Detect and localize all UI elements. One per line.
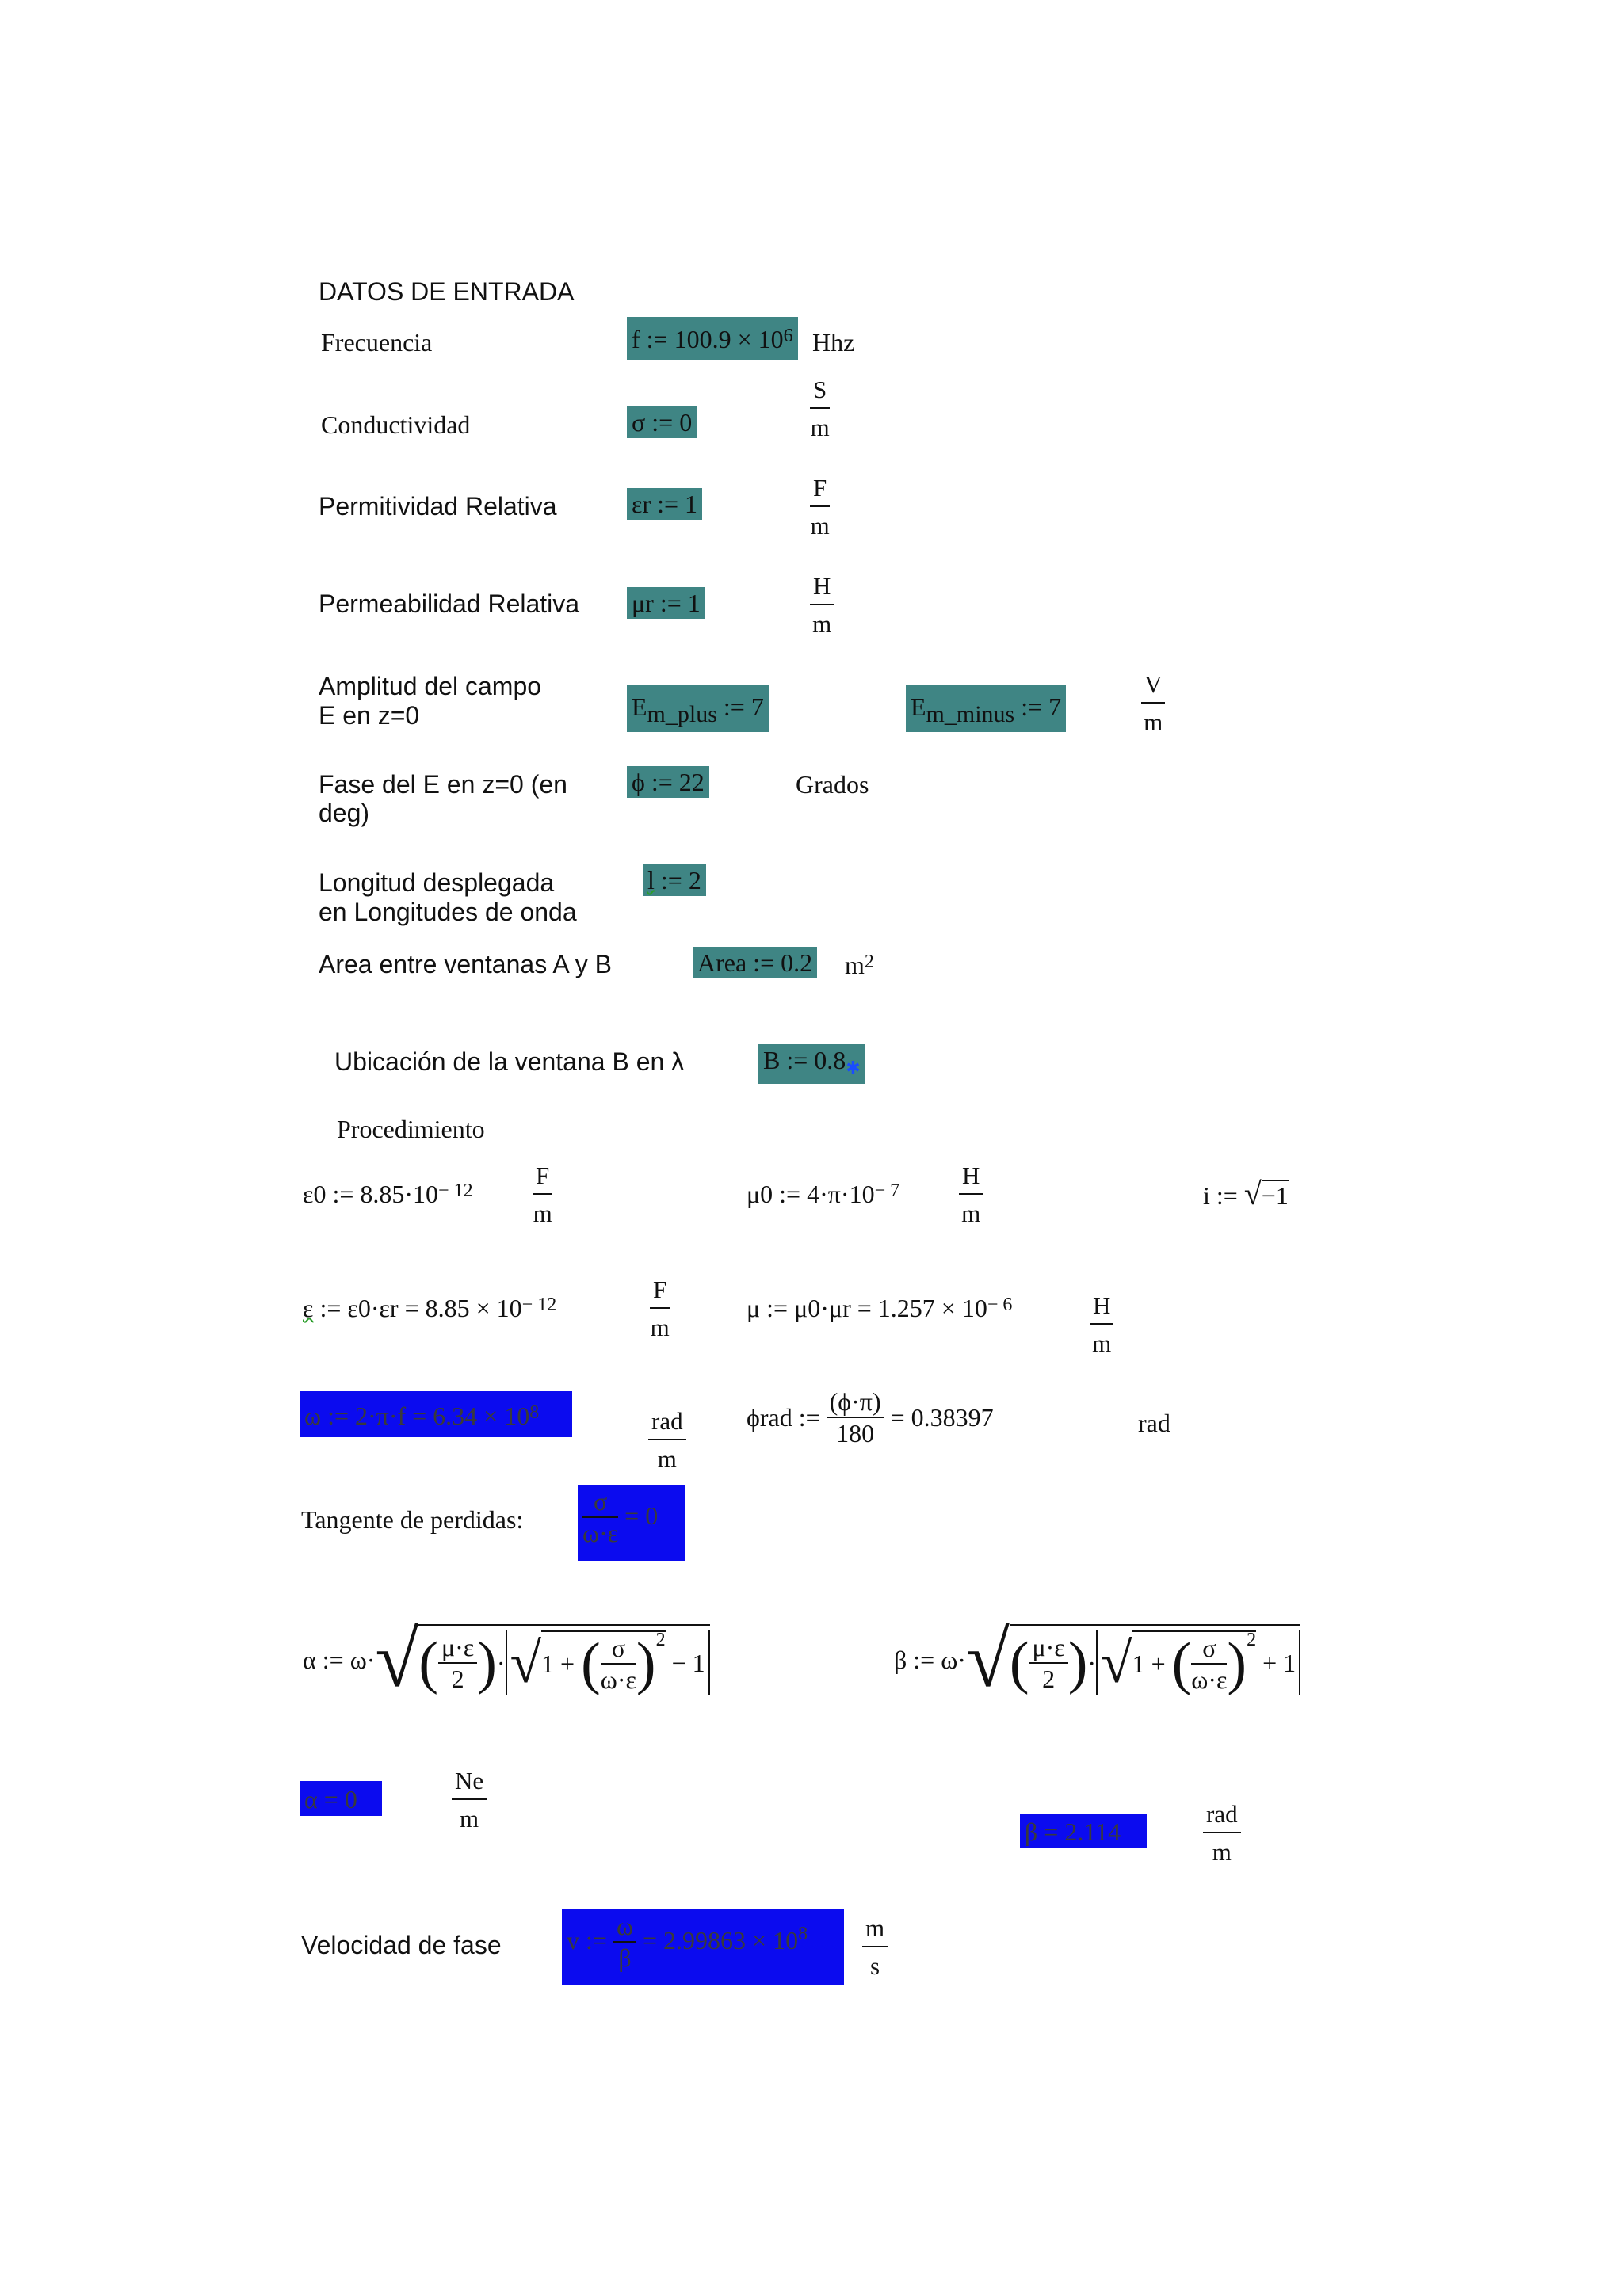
i-definition: i := √−1 [1203, 1176, 1289, 1211]
permeabilidad-input[interactable]: μr := 1 [627, 587, 705, 619]
eps0-unit: F m [533, 1161, 552, 1227]
ubicacion-label: Ubicación de la ventana B en λ [334, 1047, 685, 1076]
ubicacion-input[interactable]: B := 0.8✱ [758, 1044, 865, 1084]
amplitud-unit: V m [1141, 670, 1165, 737]
permitividad-input[interactable]: εr := 1 [627, 488, 702, 520]
longitud-label-line1: Longitud desplegada [319, 868, 555, 897]
eps0-definition: ε0 := $8.85\cdot 10^{- 12}$ [303, 1180, 473, 1208]
eps-unit: F m [650, 1276, 670, 1341]
fase-input[interactable]: ϕ := 22 [627, 766, 709, 798]
longitud-input[interactable]: l := 2 [643, 864, 706, 896]
em-plus-input[interactable]: $E_{m\_plus}$ := 7 [627, 685, 769, 732]
area-unit: $m^2$ [845, 951, 874, 979]
tangente-label: Tangente de perdidas: [301, 1505, 524, 1534]
omega-unit: rad m [648, 1407, 686, 1474]
fase-label-line2: deg) [319, 799, 370, 827]
permeabilidad-unit: H m [810, 572, 834, 639]
omega-result: ω := $2\cdot\pi\cdot f = 6.34 \times 10^8$ [300, 1391, 572, 1437]
conductividad-unit: S m [810, 376, 830, 441]
conductividad-label: Conductividad [321, 410, 471, 439]
alpha-result: α = 0 [300, 1781, 382, 1816]
velocidad-unit: m s [862, 1914, 888, 1981]
area-input[interactable]: Area := 0.2 [693, 947, 817, 978]
beta-unit: rad m [1203, 1800, 1241, 1867]
velocidad-result: v := $\frac{\omega}{\beta}$ = $2.99863 \times 10^8$ [562, 1909, 844, 1985]
longitud-label-line2: en Longitudes de onda [319, 898, 577, 926]
velocidad-label: Velocidad de fase [301, 1931, 502, 1959]
amplitud-label-line2: E en z=0 [319, 701, 420, 730]
frecuencia-input[interactable]: f := $100.9 \times 10^6$ [627, 317, 798, 360]
eps-definition: ε := $\varepsilon 0\cdot\varepsilon r = 8.85 \times 10^{- 12}$ [303, 1294, 557, 1322]
frecuencia-label: Frecuencia [321, 328, 433, 357]
tangente-result: $\frac{\sigma}{\omega\cdot\varepsilon}$ = 0 [578, 1485, 685, 1561]
conductividad-input[interactable]: σ := 0 [627, 406, 697, 438]
fase-unit: Grados [796, 770, 869, 799]
mu0-unit: H m [959, 1161, 983, 1228]
area-label: Area entre ventanas A y B [319, 950, 613, 978]
permitividad-unit: F m [810, 474, 830, 540]
fase-label-line1: Fase del E en z=0 (en [319, 770, 567, 799]
permeabilidad-label: Permeabilidad Relativa [319, 589, 580, 618]
frecuencia-unit: Hhz [812, 328, 855, 357]
phirad-unit: rad [1138, 1409, 1170, 1437]
phirad-definition: ϕrad := $\frac{(\phi\cdot\pi)}{180}$ = 0.38397 [747, 1387, 994, 1447]
procedimiento-heading: Procedimiento [337, 1115, 485, 1143]
beta-definition: β := ω·√( $\frac{\mu\cdot\varepsilon}{2}$ )·√1 + ( $\frac{\sigma}{\omega\cdot\varepsilon}$ )$^2$ + 1 [894, 1616, 1300, 1711]
alpha-definition: α := ω·√( $\frac{\mu\cdot\varepsilon}{2}$ )·√1 + ( $\frac{\sigma}{\omega\cdot\varepsilon}$ )$^2$ − 1 [303, 1616, 710, 1711]
section-heading: DATOS DE ENTRADA [319, 277, 575, 306]
amplitud-label-line1: Amplitud del campo [319, 672, 542, 700]
beta-result: β = 2.114 [1020, 1814, 1147, 1848]
mu0-definition: μ0 := $4\cdot\pi\cdot 10^{- 7}$ [747, 1180, 900, 1208]
em-minus-input[interactable]: $E_{m\_minus}$ := 7 [906, 685, 1066, 732]
alpha-unit: Ne m [452, 1767, 487, 1833]
permitividad-label: Permitividad Relativa [319, 492, 557, 521]
mu-unit: H m [1090, 1291, 1113, 1358]
mu-definition: μ := $\mu 0\cdot\mu r = 1.257 \times 10^{- 6}$ [747, 1294, 1013, 1322]
